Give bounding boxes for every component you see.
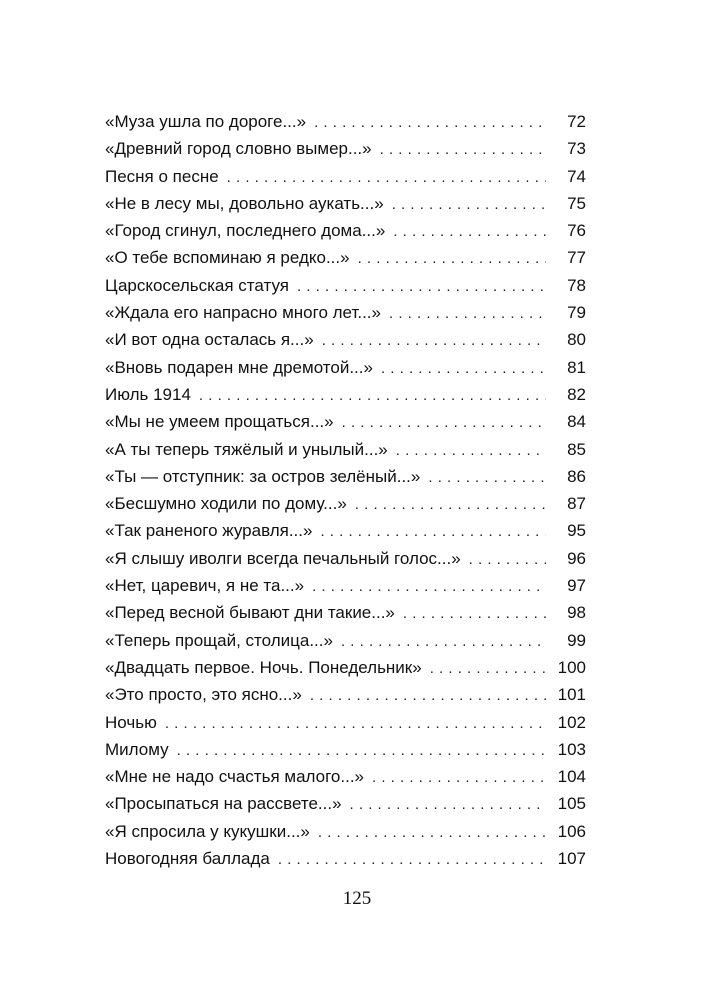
toc-entry — [105, 299, 586, 326]
entry-page-number: 106 — [557, 821, 586, 841]
entry-title: «Ты — отступник: за остров зелёный...» — [105, 466, 421, 486]
entry-page-number: 96 — [567, 548, 586, 568]
entry-title: Новогодняя баллада — [105, 849, 270, 869]
entry-title: «Муза ушла по дороге...» — [105, 112, 307, 131]
entry-title: «Двадцать первое. Ночь. Понедельник» — [105, 657, 422, 677]
toc-entry — [105, 517, 586, 544]
entry-title: «Я спросила у кукушки...» — [105, 821, 310, 841]
entry-page-number: 75 — [567, 193, 586, 213]
entry-page-number: 95 — [567, 521, 586, 541]
entry-title: «Древний город словно вымер...» — [105, 139, 372, 159]
entry-title: «Бесшумно ходили по дому...» — [105, 494, 347, 514]
toc-entry — [105, 763, 586, 790]
entry-page-number: 73 — [567, 139, 586, 159]
dot-leader — [227, 164, 546, 190]
entry-title: Песня о песне — [105, 166, 219, 186]
dot-leader — [392, 191, 546, 217]
dot-leader — [389, 300, 546, 326]
dot-leader — [469, 546, 546, 572]
toc-entry — [105, 381, 586, 408]
entry-page-number: 80 — [567, 330, 586, 350]
page-number: 125 — [342, 888, 372, 909]
dot-leader — [396, 437, 546, 463]
dot-leader — [430, 655, 546, 681]
entry-page-number: 101 — [557, 685, 586, 705]
entry-page-number: 74 — [567, 166, 586, 186]
entry-page-number: 79 — [567, 303, 586, 323]
toc-entry — [105, 627, 586, 654]
entry-page-number: 99 — [567, 630, 586, 650]
entry-page-number: 77 — [567, 248, 586, 268]
entry-title: «Перед весной бывают дни такие...» — [105, 603, 395, 623]
entry-title: «Теперь прощай, столица...» — [105, 630, 333, 650]
entry-title: Милому — [105, 739, 169, 759]
entry-title: «Это просто, это ясно...» — [105, 685, 302, 705]
table-of-contents — [105, 108, 586, 872]
toc-entry — [105, 790, 586, 817]
entry-page-number: 81 — [567, 357, 586, 377]
entry-page-number: 100 — [557, 657, 586, 677]
entry-title: Ночью — [105, 712, 157, 732]
dot-leader — [278, 846, 546, 872]
dot-leader — [297, 273, 546, 299]
entry-title: «Не в лесу мы, довольно аукать...» — [105, 193, 384, 213]
toc-entry — [105, 572, 586, 599]
entry-page-number: 78 — [567, 275, 586, 295]
entry-title: «Я слышу иволги всегда печальный голос...» — [105, 548, 461, 568]
toc-entry — [105, 654, 586, 681]
toc-entry — [105, 436, 586, 463]
entry-page-number: 87 — [567, 494, 586, 514]
entry-page-number: 98 — [567, 603, 586, 623]
toc-entry — [105, 709, 586, 736]
dot-leader — [177, 737, 546, 763]
toc-entry — [105, 818, 586, 845]
toc-entry — [105, 681, 586, 708]
entry-title: Июль 1914 — [105, 384, 191, 404]
entry-page-number: 72 — [567, 112, 586, 131]
toc-entry — [105, 545, 586, 572]
dot-leader — [381, 355, 546, 381]
entry-page-number: 82 — [567, 384, 586, 404]
dot-leader — [428, 464, 546, 490]
entry-title: «Мы не умеем прощаться...» — [105, 412, 334, 432]
entry-title: «Вновь подарен мне дремотой...» — [105, 357, 373, 377]
dot-leader — [358, 245, 546, 271]
dot-leader — [314, 109, 546, 135]
toc-entry — [105, 272, 586, 299]
entry-title: «Ждала его напрасно много лет...» — [105, 303, 381, 323]
toc-entry — [105, 190, 586, 217]
entry-page-number: 85 — [567, 439, 586, 459]
entry-title: «О тебе вспоминаю я редко...» — [105, 248, 350, 268]
toc-entry — [105, 217, 586, 244]
dot-leader — [322, 327, 546, 353]
toc-entry — [105, 599, 586, 626]
toc-entry — [105, 408, 586, 435]
toc-entry — [105, 244, 586, 271]
entry-title: «Просыпаться на рассвете...» — [105, 794, 342, 814]
dot-leader — [355, 491, 546, 517]
entry-page-number: 76 — [567, 221, 586, 241]
entry-page-number: 104 — [557, 767, 586, 787]
dot-leader — [341, 628, 546, 654]
dot-leader — [310, 682, 546, 708]
toc-entry — [105, 490, 586, 517]
toc-entry — [105, 736, 586, 763]
entry-page-number: 103 — [557, 739, 586, 759]
dot-leader — [393, 218, 546, 244]
entry-title: «И вот одна осталась я...» — [105, 330, 314, 350]
entry-title: Царскосельская статуя — [105, 275, 289, 295]
entry-page-number: 84 — [567, 412, 586, 432]
toc-entry — [105, 108, 586, 135]
entry-title: «Мне не надо счастья малого...» — [105, 767, 364, 787]
entry-title: «Нет, царевич, я не та...» — [105, 576, 305, 596]
dot-leader — [403, 600, 546, 626]
dot-leader — [320, 518, 546, 544]
entry-page-number: 107 — [557, 849, 586, 869]
dot-leader — [199, 382, 546, 408]
entry-page-number: 102 — [557, 712, 586, 732]
toc-entry — [105, 326, 586, 353]
dot-leader — [318, 819, 546, 845]
toc-entry — [105, 463, 586, 490]
toc-entry — [105, 163, 586, 190]
toc-entry — [105, 354, 586, 381]
toc-entry — [105, 845, 586, 872]
entry-title: «Так раненого журавля...» — [105, 521, 313, 541]
dot-leader — [342, 409, 546, 435]
toc-entry — [105, 135, 586, 162]
dot-leader — [165, 710, 546, 736]
entry-title: «Город сгинул, последнего дома...» — [105, 221, 386, 241]
dot-leader — [380, 136, 546, 162]
entry-page-number: 97 — [567, 576, 586, 596]
entry-page-number: 105 — [557, 794, 586, 814]
dot-leader — [350, 791, 546, 817]
dot-leader — [372, 764, 546, 790]
entry-page-number: 86 — [567, 466, 586, 486]
dot-leader — [312, 573, 546, 599]
entry-title: «А ты теперь тяжёлый и унылый...» — [105, 439, 388, 459]
